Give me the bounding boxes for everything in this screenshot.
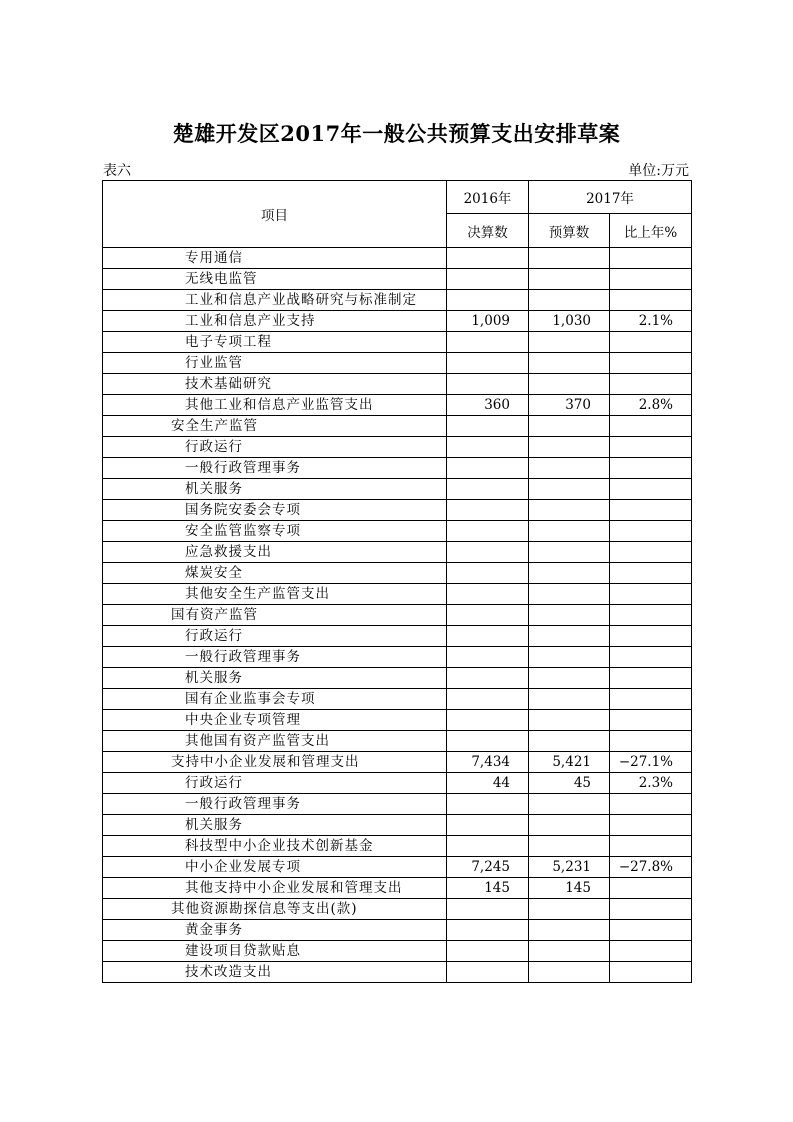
cell-final-2016 <box>447 563 529 584</box>
cell-change-pct <box>610 626 692 647</box>
cell-change-pct <box>610 584 692 605</box>
cell-budget-2017 <box>529 962 610 983</box>
header-change: 比上年% <box>610 214 692 248</box>
cell-change-pct <box>610 731 692 752</box>
table-row <box>103 269 692 290</box>
row-label: 一般行政管理事务 <box>103 647 447 668</box>
cell-final-2016 <box>447 584 529 605</box>
cell-change-pct <box>610 920 692 941</box>
row-label: 行政运行 <box>103 626 447 647</box>
cell-final-2016: 1,009 <box>447 311 529 332</box>
row-label: 机关服务 <box>103 668 447 689</box>
row-label: 中小企业发展专项 <box>103 857 447 878</box>
row-label: 技术改造支出 <box>103 962 447 983</box>
row-label: 其他国有资产监管支出 <box>103 731 447 752</box>
row-label: 黄金事务 <box>103 920 447 941</box>
cell-change-pct <box>610 416 692 437</box>
cell-final-2016: 7,434 <box>447 752 529 773</box>
cell-change-pct <box>610 878 692 899</box>
row-label: 支持中小企业发展和管理支出 <box>103 752 447 773</box>
row-label: 行政运行 <box>103 773 447 794</box>
document-title: 楚雄开发区2017年一般公共预算支出安排草案 <box>172 121 621 146</box>
row-label: 机关服务 <box>103 479 447 500</box>
cell-change-pct <box>610 794 692 815</box>
row-label: 建设项目贷款贴息 <box>103 941 447 962</box>
cell-budget-2017 <box>529 332 610 353</box>
row-label: 科技型中小企业技术创新基金 <box>103 836 447 857</box>
cell-budget-2017 <box>529 500 610 521</box>
table-row <box>103 647 692 668</box>
cell-budget-2017 <box>529 290 610 311</box>
cell-change-pct: 2.1% <box>610 311 692 332</box>
row-label: 安全生产监管 <box>103 416 447 437</box>
table-row <box>103 899 692 920</box>
cell-final-2016 <box>447 269 529 290</box>
table-row <box>103 752 692 773</box>
row-label: 电子专项工程 <box>103 332 447 353</box>
table-row <box>103 311 692 332</box>
cell-change-pct <box>610 815 692 836</box>
cell-final-2016 <box>447 941 529 962</box>
cell-budget-2017: 5,421 <box>529 752 610 773</box>
row-label: 中央企业专项管理 <box>103 710 447 731</box>
row-label: 行政运行 <box>103 437 447 458</box>
table-row <box>103 542 692 563</box>
header-item: 项目 <box>103 181 447 248</box>
table-row <box>103 395 692 416</box>
cell-final-2016 <box>447 899 529 920</box>
unit-label: 单位:万元 <box>628 163 689 179</box>
cell-budget-2017 <box>529 605 610 626</box>
cell-final-2016 <box>447 647 529 668</box>
cell-budget-2017 <box>529 689 610 710</box>
cell-final-2016 <box>447 437 529 458</box>
cell-change-pct <box>610 248 692 269</box>
cell-change-pct <box>610 521 692 542</box>
cell-final-2016: 145 <box>447 878 529 899</box>
row-label: 安全监管监察专项 <box>103 521 447 542</box>
cell-change-pct <box>610 647 692 668</box>
cell-change-pct <box>610 941 692 962</box>
header-final: 决算数 <box>447 214 529 248</box>
cell-budget-2017 <box>529 626 610 647</box>
cell-budget-2017 <box>529 920 610 941</box>
cell-final-2016 <box>447 479 529 500</box>
cell-final-2016: 44 <box>447 773 529 794</box>
budget-table <box>102 180 692 983</box>
table-row <box>103 773 692 794</box>
table-row <box>103 689 692 710</box>
cell-budget-2017 <box>529 899 610 920</box>
table-row <box>103 458 692 479</box>
row-label: 工业和信息产业支持 <box>103 311 447 332</box>
row-label: 工业和信息产业战略研究与标准制定 <box>103 290 447 311</box>
cell-final-2016 <box>447 248 529 269</box>
cell-budget-2017 <box>529 248 610 269</box>
row-label: 国务院安委会专项 <box>103 500 447 521</box>
row-label: 其他资源勘探信息等支出(款) <box>103 899 447 920</box>
cell-final-2016 <box>447 626 529 647</box>
table-row <box>103 479 692 500</box>
cell-final-2016 <box>447 500 529 521</box>
cell-final-2016: 360 <box>447 395 529 416</box>
cell-final-2016 <box>447 836 529 857</box>
cell-budget-2017 <box>529 668 610 689</box>
cell-budget-2017 <box>529 353 610 374</box>
table-row <box>103 962 692 983</box>
cell-budget-2017 <box>529 836 610 857</box>
table-row <box>103 836 692 857</box>
cell-final-2016: 7,245 <box>447 857 529 878</box>
table-row <box>103 941 692 962</box>
table-row <box>103 710 692 731</box>
cell-budget-2017 <box>529 647 610 668</box>
cell-final-2016 <box>447 332 529 353</box>
cell-final-2016 <box>447 290 529 311</box>
table-row <box>103 857 692 878</box>
cell-budget-2017 <box>529 437 610 458</box>
cell-final-2016 <box>447 962 529 983</box>
cell-change-pct: −27.8% <box>610 857 692 878</box>
cell-final-2016 <box>447 542 529 563</box>
table-row <box>103 437 692 458</box>
cell-final-2016 <box>447 731 529 752</box>
cell-final-2016 <box>447 458 529 479</box>
cell-budget-2017: 5,231 <box>529 857 610 878</box>
cell-final-2016 <box>447 353 529 374</box>
cell-final-2016 <box>447 521 529 542</box>
cell-budget-2017 <box>529 269 610 290</box>
cell-change-pct <box>610 500 692 521</box>
cell-final-2016 <box>447 416 529 437</box>
table-row <box>103 416 692 437</box>
cell-budget-2017 <box>529 542 610 563</box>
cell-budget-2017: 145 <box>529 878 610 899</box>
table-row <box>103 500 692 521</box>
cell-budget-2017 <box>529 941 610 962</box>
cell-change-pct: −27.1% <box>610 752 692 773</box>
cell-change-pct <box>610 899 692 920</box>
row-label: 其他支持中小企业发展和管理支出 <box>103 878 447 899</box>
cell-final-2016 <box>447 668 529 689</box>
cell-budget-2017 <box>529 479 610 500</box>
row-label: 国有资产监管 <box>103 605 447 626</box>
cell-budget-2017: 370 <box>529 395 610 416</box>
cell-change-pct <box>610 353 692 374</box>
row-label: 一般行政管理事务 <box>103 458 447 479</box>
cell-change-pct <box>610 437 692 458</box>
cell-change-pct <box>610 668 692 689</box>
cell-final-2016 <box>447 794 529 815</box>
header-year-2016: 2016年 <box>447 181 529 214</box>
row-label: 一般行政管理事务 <box>103 794 447 815</box>
cell-budget-2017 <box>529 731 610 752</box>
cell-final-2016 <box>447 815 529 836</box>
table-row <box>103 248 692 269</box>
table-body <box>103 248 692 983</box>
cell-budget-2017 <box>529 521 610 542</box>
cell-final-2016 <box>447 920 529 941</box>
cell-change-pct <box>610 542 692 563</box>
row-label: 其他工业和信息产业监管支出 <box>103 395 447 416</box>
cell-budget-2017: 45 <box>529 773 610 794</box>
cell-final-2016 <box>447 689 529 710</box>
cell-change-pct <box>610 836 692 857</box>
table-row <box>103 584 692 605</box>
cell-change-pct <box>610 605 692 626</box>
cell-final-2016 <box>447 374 529 395</box>
table-row <box>103 815 692 836</box>
table-row <box>103 794 692 815</box>
cell-budget-2017 <box>529 815 610 836</box>
cell-final-2016 <box>447 605 529 626</box>
table-row <box>103 521 692 542</box>
cell-change-pct <box>610 962 692 983</box>
table-row <box>103 920 692 941</box>
table-row <box>103 332 692 353</box>
cell-change-pct <box>610 458 692 479</box>
row-label: 其他安全生产监管支出 <box>103 584 447 605</box>
row-label: 无线电监管 <box>103 269 447 290</box>
table-row <box>103 290 692 311</box>
cell-budget-2017 <box>529 794 610 815</box>
cell-change-pct <box>610 710 692 731</box>
row-label: 机关服务 <box>103 815 447 836</box>
cell-change-pct <box>610 332 692 353</box>
cell-budget-2017 <box>529 563 610 584</box>
row-label: 行业监管 <box>103 353 447 374</box>
row-label: 国有企业监事会专项 <box>103 689 447 710</box>
cell-budget-2017: 1,030 <box>529 311 610 332</box>
header-budget: 预算数 <box>529 214 610 248</box>
table-row <box>103 668 692 689</box>
cell-final-2016 <box>447 710 529 731</box>
cell-change-pct: 2.8% <box>610 395 692 416</box>
cell-change-pct <box>610 563 692 584</box>
table-row <box>103 563 692 584</box>
header-year-2017: 2017年 <box>529 181 692 214</box>
cell-change-pct <box>610 689 692 710</box>
cell-budget-2017 <box>529 374 610 395</box>
row-label: 煤炭安全 <box>103 563 447 584</box>
table-row <box>103 731 692 752</box>
cell-budget-2017 <box>529 710 610 731</box>
row-label: 应急救援支出 <box>103 542 447 563</box>
cell-change-pct <box>610 479 692 500</box>
row-label: 专用通信 <box>103 248 447 269</box>
table-row <box>103 626 692 647</box>
table-row <box>103 353 692 374</box>
table-number: 表六 <box>103 163 131 179</box>
cell-change-pct <box>610 290 692 311</box>
row-label: 技术基础研究 <box>103 374 447 395</box>
cell-change-pct <box>610 269 692 290</box>
cell-change-pct <box>610 374 692 395</box>
cell-change-pct: 2.3% <box>610 773 692 794</box>
table-row <box>103 374 692 395</box>
cell-budget-2017 <box>529 416 610 437</box>
cell-budget-2017 <box>529 584 610 605</box>
table-row <box>103 878 692 899</box>
table-row <box>103 605 692 626</box>
cell-budget-2017 <box>529 458 610 479</box>
